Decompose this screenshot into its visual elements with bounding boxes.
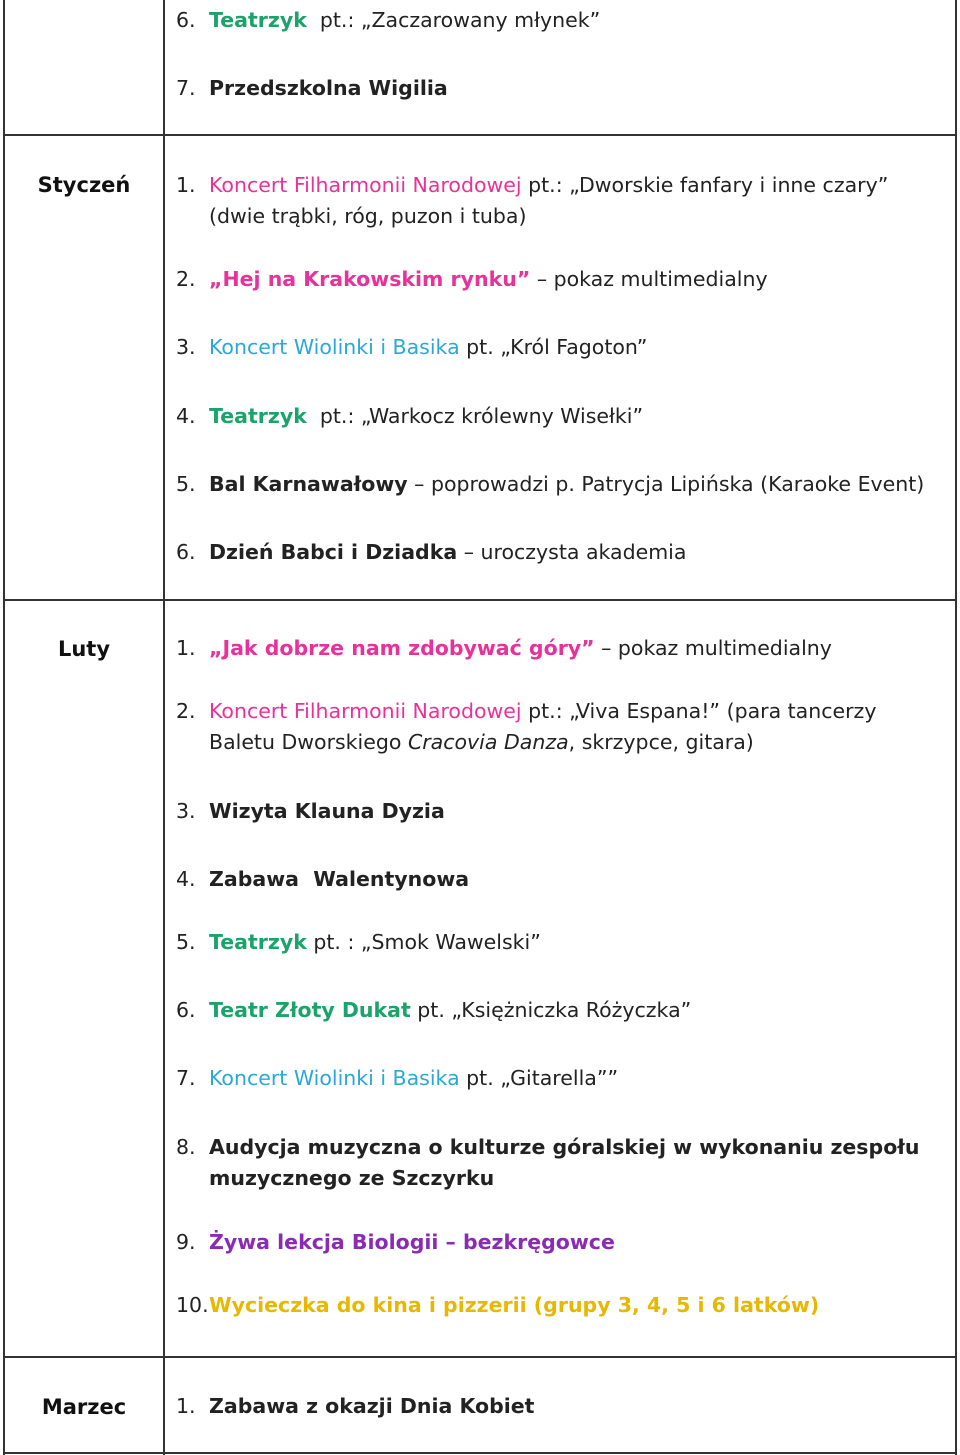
event-item bbox=[176, 927, 946, 958]
item-text-run: Przedszkolna Wigilia bbox=[209, 76, 448, 100]
item-text-run: „Jak dobrze nam zdobywać góry” bbox=[209, 636, 595, 660]
item-text-run: – poprowadzi p. Patrycja Lipińska (Karaoke Event) bbox=[407, 472, 925, 496]
event-item bbox=[176, 1063, 946, 1094]
item-number: 7. bbox=[176, 76, 196, 100]
row-divider bbox=[3, 1356, 957, 1358]
item-number: 6. bbox=[176, 540, 196, 564]
item-text bbox=[209, 995, 946, 1026]
item-text-run: pt.: „Zaczarowany młynek” bbox=[306, 8, 601, 32]
item-text bbox=[209, 1290, 946, 1321]
item-text-run: Zabawa z okazji Dnia Kobiet bbox=[209, 1394, 535, 1418]
item-text-run: Koncert Filharmonii Narodowej bbox=[209, 173, 522, 197]
event-item bbox=[176, 264, 946, 295]
item-number: 5. bbox=[176, 472, 196, 496]
item-text bbox=[209, 796, 946, 827]
item-text bbox=[209, 73, 946, 104]
item-text-run: pt. „Król Fagoton” bbox=[459, 335, 648, 359]
item-text-run: Audycja muzyczna o kulturze góralskiej w wykonaniu zespołu muzycznego ze Szczyrku bbox=[209, 1135, 927, 1190]
item-text-run: – pokaz multimedialny bbox=[530, 267, 768, 291]
item-text bbox=[209, 696, 946, 758]
item-text-run: pt. „Gitarella”” bbox=[459, 1066, 619, 1090]
item-text bbox=[209, 1063, 946, 1094]
item-number: 2. bbox=[176, 267, 196, 291]
event-item bbox=[176, 469, 946, 500]
item-number: 10. bbox=[176, 1293, 209, 1317]
item-number: 8. bbox=[176, 1135, 196, 1159]
item-text-run: Koncert Wiolinki i Basika bbox=[209, 1066, 460, 1090]
item-number: 3. bbox=[176, 799, 196, 823]
item-text-run: Żywa lekcja Biologii – bezkręgowce bbox=[209, 1230, 615, 1254]
item-text-run: pt. „Księżniczka Różyczka” bbox=[410, 998, 692, 1022]
item-text-run: – pokaz multimedialny bbox=[594, 636, 832, 660]
item-text-run: Cracovia bbox=[407, 730, 498, 754]
event-item bbox=[176, 5, 946, 36]
month-label-marzec: Marzec bbox=[41, 1395, 127, 1419]
item-text-run: Teatrzyk bbox=[209, 930, 307, 954]
item-text-run: pt.: „Viva Espana!” (para tancerzy Baletu Dworskiego bbox=[209, 699, 883, 754]
item-text-run: Teatrzyk bbox=[209, 404, 307, 428]
item-number: 6. bbox=[176, 998, 196, 1022]
item-text-run: Bal Karnawałowy bbox=[209, 472, 408, 496]
event-item bbox=[176, 796, 946, 827]
item-text-run: pt. : „Smok Wawelski” bbox=[306, 930, 541, 954]
item-text bbox=[209, 927, 946, 958]
item-number: 5. bbox=[176, 930, 196, 954]
item-text-run: – uroczysta akademia bbox=[457, 540, 687, 564]
item-number: 1. bbox=[176, 1394, 196, 1418]
item-text-run: Zabawa Walentynowa bbox=[209, 867, 470, 891]
item-number: 9. bbox=[176, 1230, 196, 1254]
item-text bbox=[209, 1391, 946, 1422]
item-number: 3. bbox=[176, 335, 196, 359]
item-text-run: „Hej na Krakowskim rynku” bbox=[209, 267, 531, 291]
item-text-run: pt.: „Warkocz królewny Wisełki” bbox=[306, 404, 644, 428]
item-number: 1. bbox=[176, 173, 196, 197]
item-text bbox=[209, 469, 946, 500]
event-item bbox=[176, 73, 946, 104]
item-number: 4. bbox=[176, 867, 196, 891]
item-text bbox=[209, 170, 946, 232]
event-item bbox=[176, 696, 946, 758]
item-number: 7. bbox=[176, 1066, 196, 1090]
event-item bbox=[176, 995, 946, 1026]
item-text-run: Koncert Wiolinki i Basika bbox=[209, 335, 460, 359]
item-text-run: Wizyta Klauna Dyzia bbox=[209, 799, 445, 823]
item-text-run: Danza bbox=[503, 730, 569, 754]
event-item bbox=[176, 633, 946, 664]
event-item bbox=[176, 170, 946, 232]
table-border-left bbox=[3, 0, 5, 1455]
table-column-divider bbox=[163, 0, 165, 1455]
item-text-run: , skrzypce, gitara) bbox=[568, 730, 754, 754]
item-number: 4. bbox=[176, 404, 196, 428]
table-border-bottom bbox=[3, 1452, 957, 1454]
item-text bbox=[209, 1132, 946, 1194]
item-text-run: Koncert Filharmonii Narodowej bbox=[209, 699, 522, 723]
event-item bbox=[176, 1290, 946, 1321]
item-text-run: Wycieczka do kina i pizzerii (grupy 3, 4, 5 i 6 latków) bbox=[209, 1293, 820, 1317]
item-text bbox=[209, 332, 946, 363]
event-item bbox=[176, 537, 946, 568]
event-item bbox=[176, 1227, 946, 1258]
item-text bbox=[209, 1227, 946, 1258]
item-text-run: pt.: „Dworskie fanfary i inne czary” (dwie trąbki, róg, puzon i tuba) bbox=[209, 173, 895, 228]
row-divider bbox=[3, 599, 957, 601]
event-item bbox=[176, 401, 946, 432]
item-text-run: Teatrzyk bbox=[209, 8, 307, 32]
item-text bbox=[209, 864, 946, 895]
item-text-run: Teatr Złoty Dukat bbox=[209, 998, 411, 1022]
event-item bbox=[176, 1391, 946, 1422]
item-text-run: Dzień Babci i Dziadka bbox=[209, 540, 458, 564]
event-item bbox=[176, 864, 946, 895]
row-divider bbox=[3, 134, 957, 136]
item-text bbox=[209, 537, 946, 568]
item-number: 2. bbox=[176, 699, 196, 723]
item-text bbox=[209, 5, 946, 36]
item-text bbox=[209, 401, 946, 432]
month-label-styczen: Styczeń bbox=[37, 173, 131, 197]
table-border-right bbox=[955, 0, 957, 1455]
event-item bbox=[176, 1132, 946, 1194]
item-text bbox=[209, 264, 946, 295]
item-number: 1. bbox=[176, 636, 196, 660]
item-number: 6. bbox=[176, 8, 196, 32]
item-text bbox=[209, 633, 946, 664]
event-item bbox=[176, 332, 946, 363]
month-label-luty: Luty bbox=[57, 637, 111, 661]
